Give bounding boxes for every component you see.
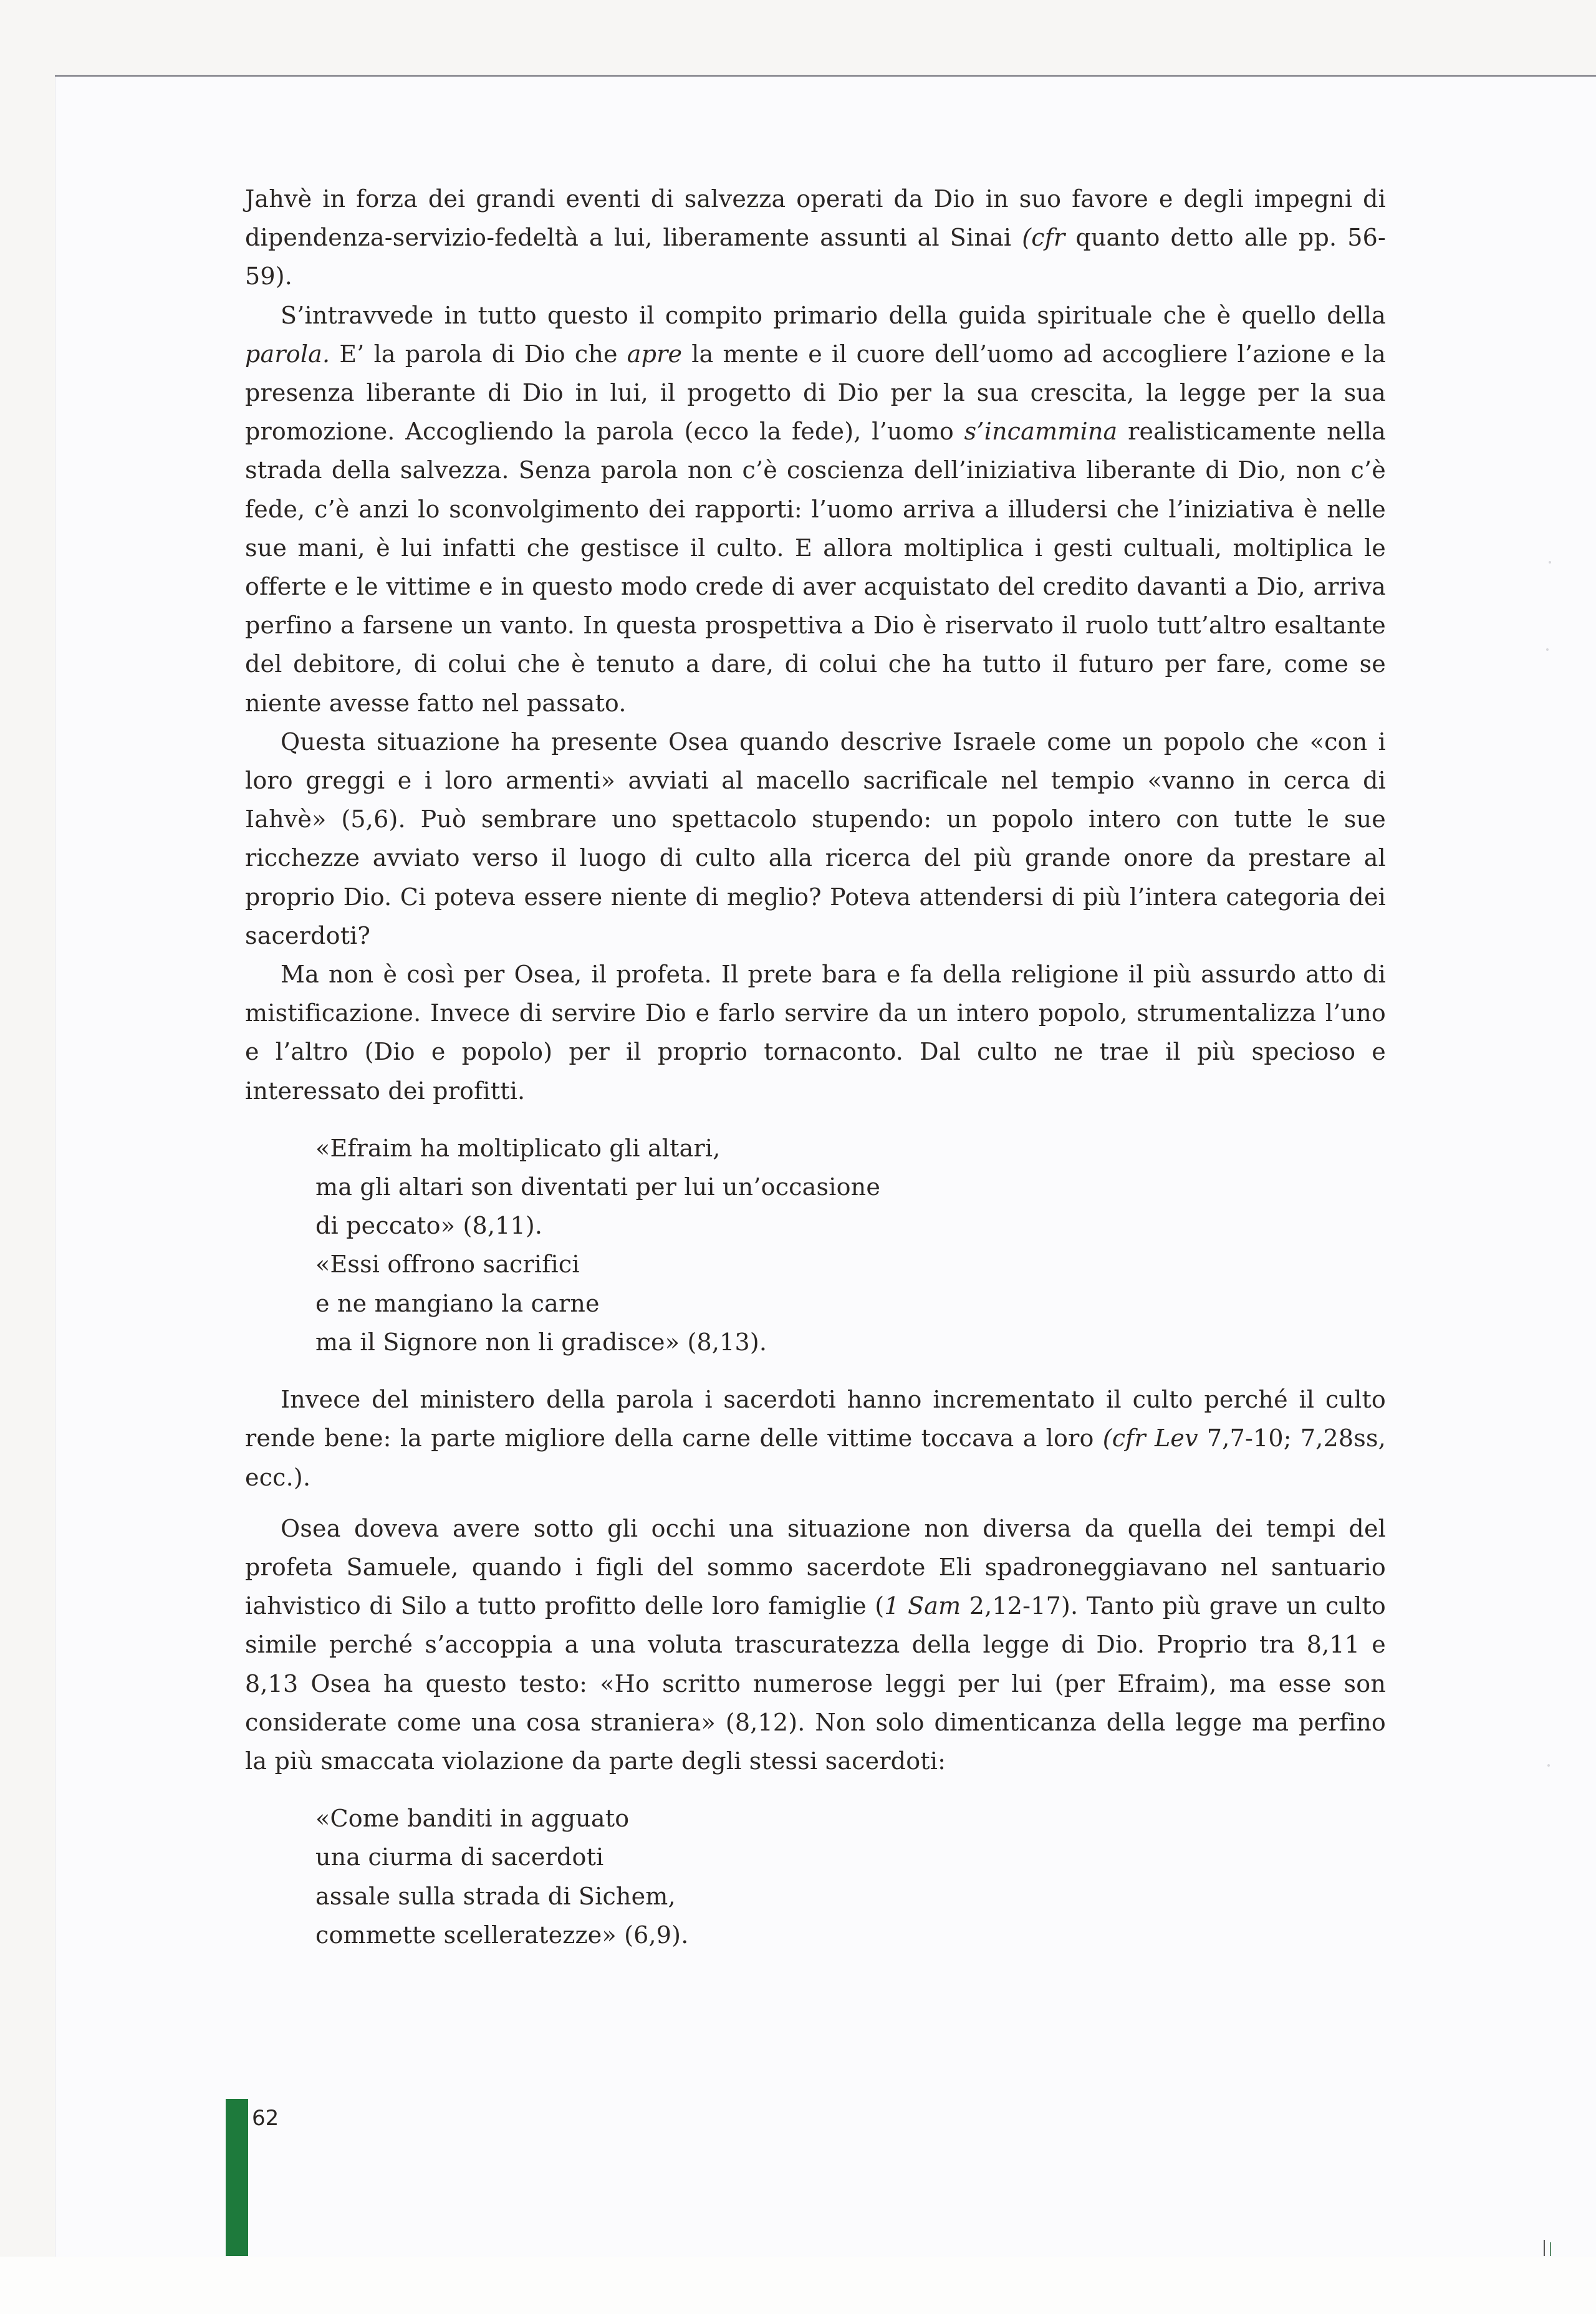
quote-line: «Efraim ha moltiplicato gli altari,	[315, 1134, 721, 1162]
text-run-italic: (cfr	[1022, 224, 1065, 252]
text-run: Osea doveva avere sotto gli occhi una situazione non diversa da quella dei tempi del profeta Samuele, quando i figli del sommo sacerdote Eli spadroneggiavano nel santuario iahvistico di Silo a tutto profitto delle loro famiglie (	[245, 1514, 1386, 1620]
scan-bottom-margin	[0, 2257, 1596, 2314]
scripture-quote-1	[315, 1129, 1386, 1361]
paragraph-6	[245, 1509, 1386, 1780]
quote-line: «Essi offrono sacrifici	[315, 1251, 580, 1279]
quote-line: ma gli altari son diventati per lui un’occasione	[315, 1173, 881, 1201]
text-run: 2,12-17). Tanto più grave un culto simile perché s’accoppia a una voluta trascuratezza della legge di Dio. Proprio tra 8,11 e 8,13 Osea ha questo testo: «Ho scritto numerose leggi per lui (per Efraim), ma esse son considerate come una cosa straniera» (8,12). Non solo dimenticanza della legge ma perfino la più smaccata violazione da parte degli stessi sacerdoti:	[245, 1592, 1386, 1775]
quote-line: una ciurma di sacerdoti	[315, 1843, 604, 1871]
scan-speck	[1546, 648, 1549, 651]
text-run: Ma non è così per Osea, il profeta. Il prete bara e fa della religione il più assurdo atto di mistificazione. Invece di servire Dio e farlo servire da un intero popolo, strumentalizza l’uno e l’altro (Dio e popolo) per il proprio tornaconto. Dal culto ne trae il più specioso e interessato dei profitti.	[245, 961, 1386, 1105]
text-run-italic: s’incammina	[964, 418, 1118, 446]
scan-edge-marks	[1544, 2240, 1552, 2256]
scan-speck	[1549, 561, 1551, 564]
quote-line: ma il Signore non li gradisce» (8,13).	[315, 1328, 767, 1356]
quote-line: di peccato» (8,11).	[315, 1212, 543, 1240]
page-number: 62	[252, 2106, 279, 2131]
text-run: 7,7-10; 7,28ss, ecc.).	[245, 1424, 1386, 1491]
paragraph-2	[245, 296, 1386, 723]
quote-line: «Come banditi in agguato	[315, 1805, 630, 1833]
page-number-accent-bar	[226, 2099, 248, 2256]
edge-mark	[1544, 2240, 1545, 2256]
paragraph-5	[245, 1380, 1386, 1497]
edge-mark	[1550, 2242, 1551, 2256]
text-run: Questa situazione ha presente Osea quando descrive Israele come un popolo che «con i loro greggi e i loro armenti» avviati al macello sacrificale nel tempio «vanno in cerca di Iahvè» (5,6). Può sembrare uno spettacolo stupendo: un popolo intero con tutte le sue ricchezze avviato verso il luogo di culto alla ricerca del più grande onore da prestare al proprio Dio. Ci poteva essere niente di meglio? Poteva attendersi di più l’intera categoria dei sacerdoti?	[245, 727, 1386, 949]
text-run: S’intravvede in tutto questo il compito primario della guida spirituale che è quello della	[281, 301, 1386, 329]
quote-line: e ne mangiano la carne	[315, 1289, 600, 1317]
text-run: quanto detto alle pp. 56- 59).	[245, 224, 1386, 290]
text-run: E’ la parola di Dio che	[330, 340, 627, 368]
body-text	[245, 180, 1386, 1973]
quote-line: commette scelleratezze» (6,9).	[315, 1921, 689, 1949]
quote-line: assale sulla strada di Sichem,	[315, 1882, 676, 1910]
scripture-quote-2	[315, 1799, 1386, 1954]
scan-speck	[1547, 1764, 1550, 1767]
text-run: Invece del ministero della parola i sacerdoti hanno incrementato il culto perché il culto rende bene: la parte migliore della carne delle vittime toccava a loro	[245, 1386, 1386, 1452]
paragraph-3	[245, 723, 1386, 955]
text-run-italic: apre	[627, 340, 683, 368]
text-run: realisticamente nella strada della salvezza. Senza parola non c’è coscienza dell’iniziativa liberante di Dio, non c’è fede, c’è anzi lo sconvolgimento dei rapporti: l’uomo arriva a illudersi che l’iniziativa è nelle sue mani, è lui infatti che gestisce il culto. E allora moltiplica i gesti cultuali, moltiplica le offerte e le vittime e in questo modo crede di aver acquistato del credito davanti a Dio, arriva perfino a farsene un vanto. In questa prospettiva a Dio è riservato il ruolo tutt’altro esaltante del debitore, di colui che è tenuto a dare, di colui che ha tutto il futuro per fare, come se niente avesse fatto nel passato.	[245, 418, 1386, 717]
text-run-italic: parola.	[245, 340, 330, 368]
text-run-italic: 1 Sam	[884, 1592, 961, 1620]
paragraph-1	[245, 180, 1386, 296]
text-run: la mente e il cuore dell’uomo ad accogliere l’azione e la presenza liberante di Dio in lui, il progetto di Dio per la sua crescita, la legge per la sua promozione. Accogliendo la parola (ecco la fede), l’uomo	[245, 340, 1386, 446]
paragraph-4	[245, 955, 1386, 1110]
text-run: Jahvè in forza dei grandi eventi di salvezza operati da Dio in suo favore e degli impegni di dipendenza-servizio-fedeltà a lui, liberamente assunti al Sinai	[245, 185, 1386, 252]
text-run-italic: (cfr Lev	[1102, 1424, 1198, 1452]
